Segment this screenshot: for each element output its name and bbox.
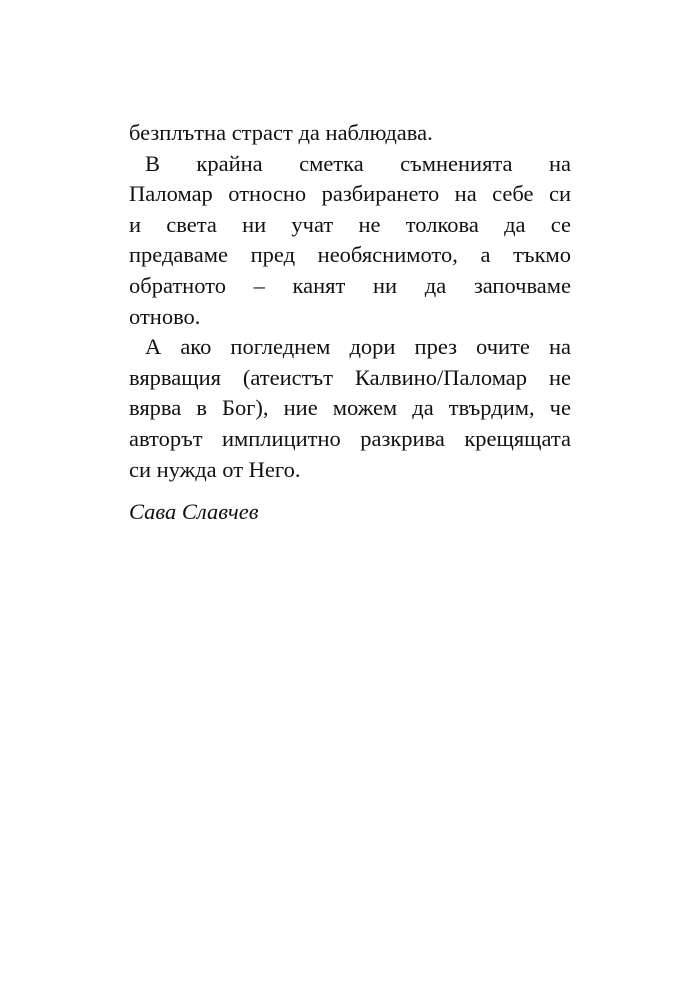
text-line: вярващия (атеистът Калвино/Паломар не [129,364,571,390]
paragraph-3 [129,332,571,485]
text-line: безплътна страст да наблюдава. [129,120,433,145]
text-line: обратното – канят ни да започваме [129,272,571,298]
text-line: Паломар относно разбирането на себе си [129,181,571,207]
text-line: вярва в Бог), ние можем да твърдим, че [129,395,571,421]
text-line: авторът имплицитно разкрива крещящата [129,425,571,451]
page-body-text [129,118,571,485]
text-line: В крайна сметка съмненията на [145,150,571,176]
text-line: предаваме пред необяснимото, а тъкмо [129,242,571,268]
text-line: и света ни учат не толкова да се [129,211,571,237]
text-line: си нужда от Него. [129,456,301,482]
paragraph-1 [129,118,571,149]
paragraph-2 [129,149,571,333]
author-signature: Сава Славчев [129,499,259,524]
text-line: А ако погледнем дори през очите на [145,334,571,360]
text-line: отново. [129,303,201,329]
